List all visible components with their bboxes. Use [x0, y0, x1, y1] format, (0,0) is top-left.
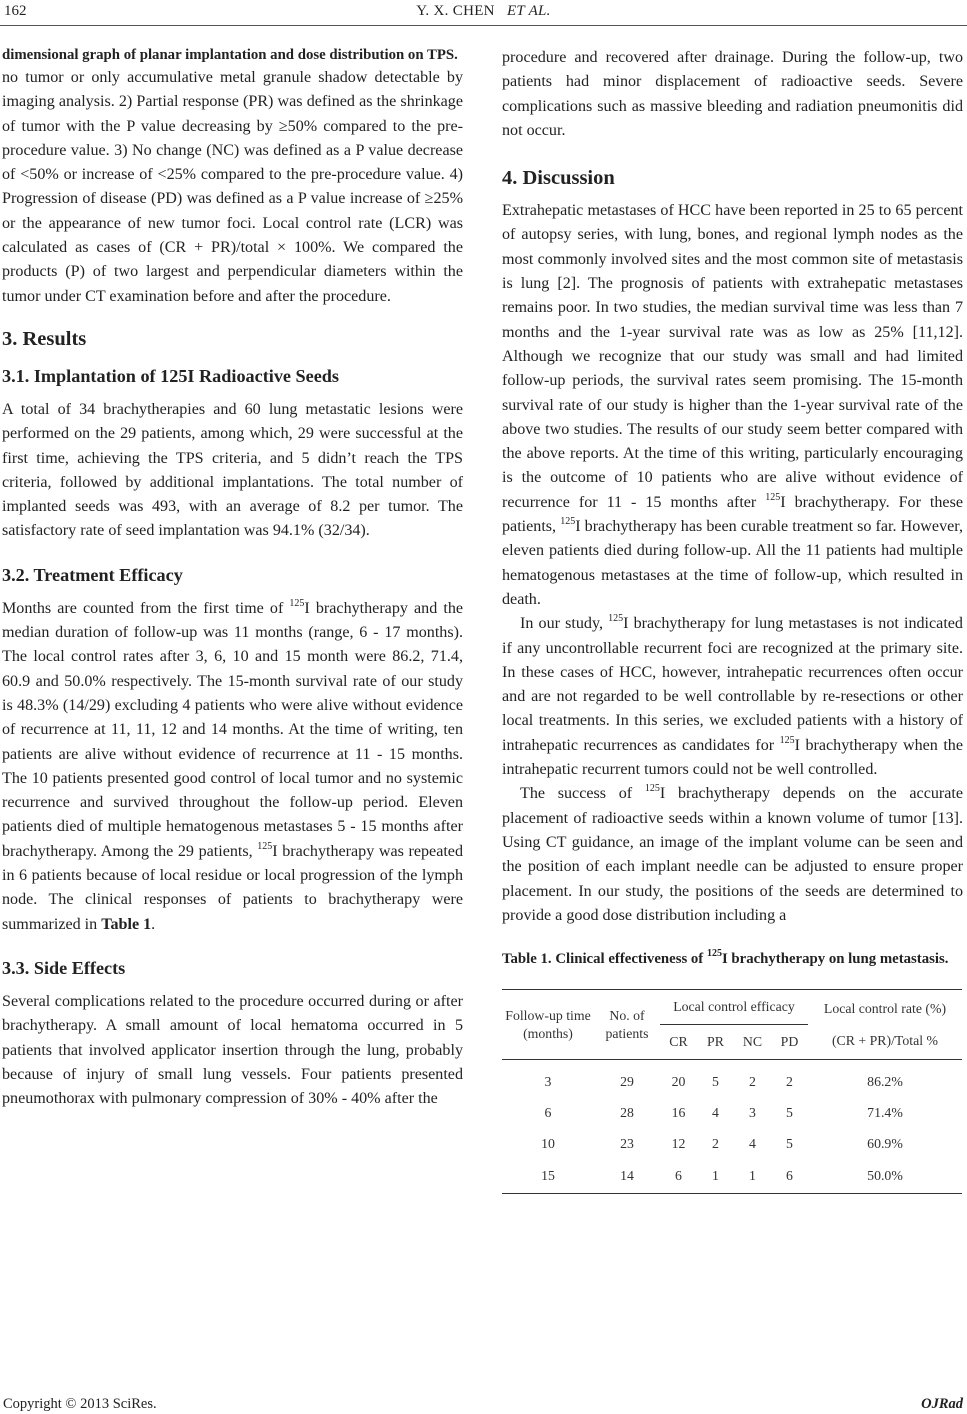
- table-row: 15 14 6 1 1 6 50.0%: [502, 1159, 962, 1194]
- efficacy-paragraph: Months are counted from the first time of $^{125}$I brachytherapy and the median duration of follow-up was 11 months (range, 6 - 17 months). The local control rates after 3, 6, 10 and 15 month were 86.2, 71.4, 60.9 and 50.0% respectively. The 15-month survival rate of our study is 48.3% (14/29) excluding 4 patients who were alive without evidence of recurrence at 11, 11, 12 and 14 months. At the time of writing, ten patients are alive without evidence of recurrence at 11 - 15 months. The 10 patients presented good control of local tumor and no systemic recurrence and survived throughout the follow-up period. Eleven patients died of multiple hematogenous metastases 5 - 15 months after brachytherapy. Among the 29 patients, $^{125}$I brachytherapy was repeated in 6 patients because of local residue or local progression of the lymph node. The clinical responses of patients to brachytherapy were summarized in Table 1.: [2, 597, 464, 933]
- running-head-etal: ET AL.: [506, 3, 551, 19]
- section-heading-results: 3. Results: [2, 327, 87, 350]
- discussion-paragraph-2: In our study, $^{125}$I brachytherapy for lung metastases is not indicated if any uncontrollable recurrent foci are recognized at the primary site. In these cases of HCC, however, intrahepatic recurrences often occur and are not regarded to be well controllable by re-resections or other local treatments. In this series, we excluded patients with a history of intrahepatic recurrences as candidates for $^{125}$I brachytherapy when the intrahepatic recurrent tumors could not be well controlled.: [502, 613, 963, 779]
- table-row: 10 23 12 2 4 5 60.9%: [541, 1135, 903, 1151]
- header-pd: PD: [771, 1025, 808, 1060]
- header-followup: Follow-up time (months): [502, 990, 594, 1060]
- table-caption: Table 1. Clinical effectiveness of $^{125}$I brachytherapy on lung metastasis.: [502, 948, 949, 968]
- running-head: [0, 3, 967, 20]
- table-reference: Table 1: [101, 915, 152, 933]
- discussion-paragraph-3: The success of $^{125}$I brachytherapy depends on the accurate placement of radioactive seeds within a known volume of tumor [13]. Using CT guidance, an image of the implant volume can be seen and the position of each implant needle can be adjusted to ensure proper placement. In our study, the positions of the seeds are determined to provide a good dose distribution including a: [502, 783, 963, 924]
- page-number: 162: [4, 3, 27, 19]
- clinical-effectiveness-table: [502, 989, 962, 1194]
- right-column: [502, 46, 963, 1194]
- section-heading-discussion: 4. Discussion: [502, 167, 615, 190]
- header-lcr: Local control rate (%): [808, 990, 962, 1025]
- table-row: 6 28 16 4 3 5 71.4%: [544, 1104, 903, 1120]
- side-effects-paragraph: Several complications related to the procedure occurred during or after brachytherapy. A small amount of local hematoma occurred in 5 patients that involved applicator insertion through the lung, probably because of injury of small lung vessels. Four patients presented pneumothorax with pulmonary compression of 30% - 40% after the: [2, 992, 463, 1108]
- header-patients: No. of patients: [594, 990, 660, 1060]
- header-pr: PR: [697, 1025, 734, 1060]
- subsection-heading-implantation: 3.1. Implantation of 125I Radioactive Seeds: [2, 365, 339, 386]
- methods-paragraph: no tumor or only accumulative metal granule shadow detectable by imaging analysis. 2) Partial response (PR) was defined as the shrinkage of tumor with the P value decreasing by ≥50% compared to the pre-procedure value. 3) No change (NC) was defined as a P value decrease of <50% or increase of <25% compared to the pre-procedure value. 4) Progression of disease (PD) was defined as a P value increase of ≥25% or the appearance of new tumor foci. Local control rate (LCR) was calculated as cases of (CR + PR)/total × 100%. We compared the products (P) of two largest and perpendicular diameters within the tumor under CT examination before and after the procedure.: [2, 69, 463, 305]
- table-row: 3 29 20 5 2 2 86.2%: [544, 1073, 903, 1089]
- side-effects-continued: procedure and recovered after drainage. During the follow-up, two patients had minor displacement of radioactive seeds. Severe complications such as massive bleeding and radiation pneumonitis did not occur.: [502, 49, 963, 139]
- header-nc: NC: [734, 1025, 771, 1060]
- subsection-heading-efficacy: 3.2. Treatment Efficacy: [2, 564, 183, 585]
- header-cr: CR: [660, 1025, 697, 1060]
- subsection-heading-side-effects: 3.3. Side Effects: [2, 957, 126, 978]
- header-efficacy: Local control efficacy: [660, 990, 808, 1025]
- implantation-paragraph: A total of 34 brachytherapies and 60 lung metastatic lesions were performed on the 29 patients, among which, 29 were successful at the first time, achieving the TPS criteria, and 5 didn’t reach the TPS criteria, followed by additional implantations. The total number of implanted seeds was 493, with an average of 8.2 per tumor. The satisfactory rate of seed implantation was 94.1% (32/34).: [2, 400, 463, 540]
- left-column: [2, 46, 463, 1111]
- header-rule: [0, 25, 967, 26]
- figure-caption-continued: dimensional graph of planar implantation and dose distribution on TPS.: [2, 47, 458, 63]
- journal-name: OJRad: [921, 1396, 963, 1412]
- header-lcr-formula: (CR + PR)/Total %: [808, 1025, 962, 1060]
- copyright-footer: Copyright © 2013 SciRes.: [3, 1396, 157, 1412]
- running-head-authors: Y. X. CHEN: [416, 3, 495, 19]
- discussion-paragraph-1: Extrahepatic metastases of HCC have been reported in 25 to 65 percent of autopsy series, with lung, bones, and regional lymph nodes as the most commonly involved sites and the most common site of metastasis is lung [2]. The prognosis of patients with extrahepatic metastases remains poor. In two studies, the median survival time was less than 7 months and the 1-year survival rate was as low as 25% [11,12]. Although we recognize that our study was small and had limited follow-up periods, the survival rates seem promising. The 15-month survival rate of our study is higher than the 1-year survival rate of the above two studies. The results of our study seem better compared with the above reports. At the time of this writing, particularly encouraging is the outcome of 10 patients who are alive without evidence of recurrence for 11 - 15 months after $^{125}$I brachytherapy. For these patients, $^{125}$I brachytherapy has been curable treatment so far. However, eleven patients died during follow-up. All the 11 patients had multiple hematogenous metastases at the time of follow-up, which resulted in death.: [502, 202, 964, 608]
